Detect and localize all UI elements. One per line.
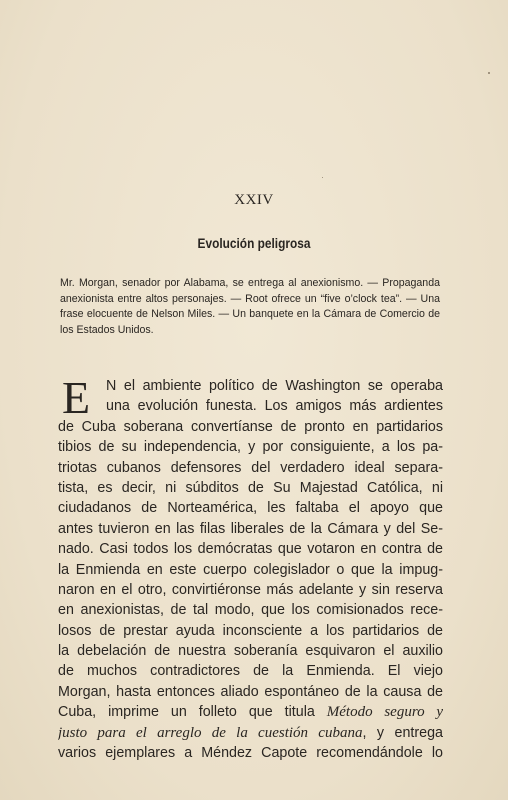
chapter-summary: Mr. Morgan, senador por Alabama, se entrega al anexionismo. — Propaganda anexionista entre altos personajes. — Root ofrece un “five o’clock tea”. — Una frase elocuente de Nelson Miles. — Un banquete en la Cámara de Comercio de los Estados Unidos. xyxy=(60,277,440,336)
body-line: Morgan, hasta entonces aliado espontáneo de la causa de xyxy=(58,683,443,700)
body-line: una evolución funesta. Los amigos más ardientes xyxy=(106,398,443,415)
body-line: la Enmienda en este cuerpo colegislador o que la impug- xyxy=(58,561,443,578)
body-line: nado. Casi todos los demócratas que votaron en contra de xyxy=(58,541,443,558)
body-line: varios ejemplares a Méndez Capote recomendándole lo xyxy=(58,745,443,762)
drop-cap-letter: E xyxy=(61,372,91,423)
chapter-number: XXIV xyxy=(234,192,274,208)
body-line: triotas cubanos defensores del verdadero ideal separa- xyxy=(58,459,443,476)
body-line: tista, es decir, ni súbditos de Su Majestad Católica, ni xyxy=(58,479,443,496)
paper-speck xyxy=(488,72,490,74)
body-line xyxy=(58,702,443,722)
body-line: losos de prestar ayuda inconsciente a los partidarios de xyxy=(58,622,443,639)
body-line: la debelación de nuestra soberanía esquivaron el auxilio xyxy=(58,643,443,660)
line-text: Cuba, imprime un folleto que titula xyxy=(58,704,327,721)
body-line: naron en el otro, convirtiéronse más adelante y sin reserva xyxy=(58,581,443,598)
body-paragraph xyxy=(58,372,443,763)
body-line: antes tuvieron en las filas liberales de la Cámara y del Se- xyxy=(58,520,443,537)
book-title-italic: justo para el arreglo de la cuestión cubana xyxy=(58,724,363,741)
body-line xyxy=(58,723,443,743)
chapter-title: Evolución peligrosa xyxy=(197,236,311,251)
body-line: de Cuba soberana convertíanse de pronto en partidarios xyxy=(58,418,443,435)
paper-speck xyxy=(322,177,323,178)
body-line: ciudadanos de Norteamérica, les faltaba el apoyo que xyxy=(58,500,443,517)
body-line: de muchos contradictores de la Enmienda. El viejo xyxy=(58,663,443,680)
body-line: tibios de su independencia, y por consiguiente, a los pa- xyxy=(58,439,443,456)
line-text: , y entrega xyxy=(362,724,443,741)
body-line: en anexionistas, de tal modo, que los comisionados rece- xyxy=(58,602,443,619)
body-line: N el ambiente político de Washington se operaba xyxy=(106,378,443,394)
book-title-italic: Método seguro y xyxy=(326,704,443,721)
